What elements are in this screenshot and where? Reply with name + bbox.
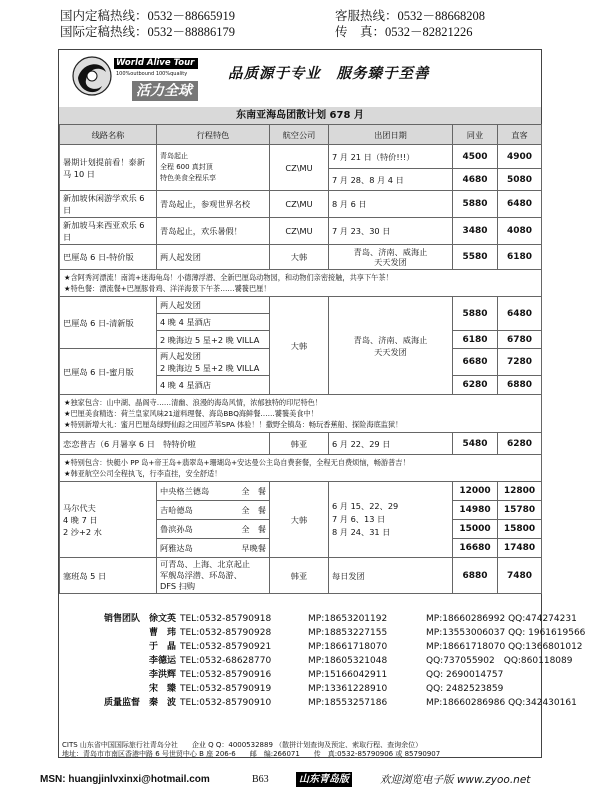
- contact-tel: TEL:0532-85790928: [180, 628, 272, 638]
- trade-price: 5880: [453, 297, 498, 331]
- contact-name: 于 晶: [148, 642, 176, 652]
- trade-price: 16680: [453, 539, 498, 558]
- route-feature: 可青岛、上海、北京起止 军舰岛浮潜、环岛游、 DFS 扫购: [157, 558, 270, 594]
- route-feature: 2 晚海边 5 星+2 晚 VILLA: [157, 331, 270, 349]
- contact-name: 质量监督 秦 波: [103, 698, 176, 708]
- page-number: B63: [252, 774, 269, 785]
- table-row: [60, 455, 542, 482]
- trade-price: 12000: [453, 482, 498, 501]
- feature-note: ★含阿秀河漂流！南湾+迷海龟岛！小德薄浮潜、全新巴厘岛动物园，和动物们亲密接触，共享下午茶！ ★特色餐：漂流餐+巴厘豚骨鸡、洋洋海景下午茶……饕餮巴厘！: [60, 270, 542, 297]
- table-row: [60, 270, 542, 297]
- contact-extra: QQ:737055902 QQ:860118089: [426, 656, 573, 666]
- route-name: 恋恋普吉（6 月暑享 6 日 特特价啦: [60, 433, 270, 455]
- route-name: 新加坡马来西亚欢乐 6 日: [60, 218, 157, 245]
- table-row: [60, 245, 542, 270]
- header-feature: 行程特色: [157, 125, 270, 145]
- hotel-meal: [157, 501, 270, 520]
- retail-price: 7480: [498, 558, 542, 594]
- retail-price: 6280: [498, 433, 542, 455]
- contact-name: 宋 臻: [148, 684, 176, 694]
- trade-price: 6680: [453, 349, 498, 376]
- route-feature: 两人起发团 2 晚海边 5 星+2 晚 VILLA: [157, 349, 270, 376]
- header-retail-price: 直客: [498, 125, 542, 145]
- route-name: 暑期计划提前看！泰新马 10 日: [60, 145, 157, 191]
- depart-date: 6 月 15、22、29 7 月 6、13 日 8 月 24、31 日: [329, 482, 453, 558]
- airline: 大韩: [270, 297, 329, 395]
- feature-note: ★特别包含：快艇小 PP 岛+帝王岛+翡翠岛+珊瑚岛+安达曼公主岛自费套餐，全程无自费烦恼，畅游普吉！ ★韩亚航空公司全程执飞，行李直挂，安全舒适！: [60, 455, 542, 482]
- logo-subtext: 100%outbound 100%quality: [116, 71, 188, 77]
- contact-extra: QQ: 2482523859: [426, 684, 504, 694]
- table-row: [60, 433, 542, 455]
- airline: 韩亚: [270, 433, 329, 455]
- retail-price: 17480: [498, 539, 542, 558]
- retail-price: 4080: [498, 218, 542, 245]
- contact-tel: TEL:0532-85790910: [180, 698, 272, 708]
- airline: CZ\MU: [270, 145, 329, 191]
- trade-price: 6880: [453, 558, 498, 594]
- contact-mobile: MP:13361228910: [308, 684, 388, 694]
- agency-address: 地址：青岛市市南区香港中路 6 号世贸中心 B 座 206-6 邮 编:266071 传 真:0532-85790906 或 85790907: [62, 750, 441, 758]
- route-name: 新加坡休闲游学欢乐 6 日: [60, 191, 157, 218]
- table-row: [60, 297, 542, 314]
- contact-row: [70, 612, 585, 626]
- retail-price: 6880: [498, 376, 542, 395]
- bottom-bar: [40, 772, 560, 788]
- service-hotline: 客服热线：0532－88668208: [335, 9, 486, 23]
- airline: CZ\MU: [270, 191, 329, 218]
- trade-price: 15000: [453, 520, 498, 539]
- retail-price: 6180: [498, 245, 542, 270]
- section-banner: 东南亚海岛团散计划 678 月: [59, 107, 541, 124]
- contact-tel: TEL:0532-85790916: [180, 670, 272, 680]
- header-trade-price: 同业: [453, 125, 498, 145]
- meal-plan: 全 餐: [241, 524, 266, 534]
- retail-price: 12800: [498, 482, 542, 501]
- hotel-meal: [157, 520, 270, 539]
- depart-date: 7 月 21 日（特价!!!）: [329, 145, 453, 169]
- contact-mobile: MP:18605321048: [308, 656, 388, 666]
- route-name: 巴厘岛 6 日-清新版: [60, 297, 157, 349]
- depart-date: 青岛、济南、威海止 天天发团: [329, 297, 453, 395]
- agency-line: CITS 山东省中国国际旅行社青岛分社 企业 Q Q：4000532889 （散拼计划查询及预定、索取行程、查询余位）: [62, 741, 423, 749]
- route-name: 巴厘岛 6 日-特价版: [60, 245, 157, 270]
- contact-name: 销售团队 徐文英: [103, 614, 176, 624]
- contact-row: [70, 696, 585, 710]
- logo-english-text: World Alive Tour: [116, 58, 195, 68]
- contact-tel: TEL:0532-85790921: [180, 642, 272, 652]
- depart-date: 青岛、济南、威海止 天天发团: [329, 245, 453, 270]
- route-name: 塞班岛 5 日: [60, 558, 157, 594]
- trade-price: 5880: [453, 191, 498, 218]
- trade-price: 6280: [453, 376, 498, 395]
- hotel-name: 阿雅达岛: [160, 543, 193, 553]
- retail-price: 6480: [498, 191, 542, 218]
- trade-price: 6180: [453, 331, 498, 349]
- trade-price: 5480: [453, 433, 498, 455]
- contact-mobile: MP:15166042911: [308, 670, 388, 680]
- header-route: 线路名称: [60, 125, 157, 145]
- retail-price: 6780: [498, 331, 542, 349]
- trade-price: 14980: [453, 501, 498, 520]
- route-name: 巴厘岛 6 日-蜜月版: [60, 349, 157, 395]
- trade-price: 3480: [453, 218, 498, 245]
- route-feature: 4 晚 4 星酒店: [157, 376, 270, 395]
- contact-extra: MP:18661718070 QQ:1366801012: [426, 642, 583, 652]
- contact-tel: TEL:0532-85790918: [180, 614, 272, 624]
- retail-price: 4900: [498, 145, 542, 169]
- table-header: [60, 125, 542, 145]
- route-feature: 青岛起止，欢乐暑假！: [157, 218, 270, 245]
- route-feature: 两人起发团: [157, 245, 270, 270]
- contact-row: [70, 654, 585, 668]
- slogan: 品质源于专业 服务臻于至善: [228, 66, 430, 82]
- airline: 大韩: [270, 245, 329, 270]
- meal-plan: 早晚餐: [241, 543, 266, 553]
- contact-extra: QQ: 2690014757: [426, 670, 504, 680]
- airline: 韩亚: [270, 558, 329, 594]
- route-feature: 4 晚 4 星酒店: [157, 314, 270, 331]
- header-date: 出团日期: [329, 125, 453, 145]
- trade-price: 5580: [453, 245, 498, 270]
- trade-price: 4680: [453, 169, 498, 191]
- domestic-hotline: 国内定稿热线：0532－88665919: [60, 9, 236, 23]
- table-row: [60, 191, 542, 218]
- hotel-meal: [157, 482, 270, 501]
- meal-plan: 全 餐: [241, 486, 266, 496]
- contact-extra: MP:13553006037 QQ: 1961619566: [426, 628, 586, 638]
- edition-badge: 山东青岛版: [296, 772, 352, 787]
- meal-plan: 全 餐: [241, 505, 266, 515]
- contact-tel: TEL:0532-68628770: [180, 656, 272, 666]
- retail-price: 6480: [498, 297, 542, 331]
- contact-mobile: MP:18553257186: [308, 698, 388, 708]
- depart-date: 8 月 6 日: [329, 191, 453, 218]
- contact-name: 曹 玮: [148, 628, 176, 638]
- depart-date: 7 月 28、8 月 4 日: [329, 169, 453, 191]
- route-feature: 青岛起止，参观世界名校: [157, 191, 270, 218]
- logo-chinese-text: 活力全球: [136, 83, 192, 99]
- contact-tel: TEL:0532-85790919: [180, 684, 272, 694]
- website-link[interactable]: 欢迎浏览电子版 www.zyoo.net: [380, 774, 531, 786]
- contact-extra: MP:18660286986 QQ:342430161: [426, 698, 577, 708]
- fax-line: 传 真：0532－82821226: [335, 25, 473, 39]
- table-row: [60, 218, 542, 245]
- route-name: 马尔代夫 4 晚 7 日 2 沙+2 水: [60, 482, 157, 558]
- sales-contacts: [70, 612, 585, 710]
- contact-mobile: MP:18653201192: [308, 614, 388, 624]
- retail-price: 5080: [498, 169, 542, 191]
- contact-mobile: MP:18853227155: [308, 628, 388, 638]
- contact-row: [70, 640, 585, 654]
- msn-contact[interactable]: MSN: huangjinlvxinxi@hotmail.com: [40, 774, 210, 785]
- contact-row: [70, 682, 585, 696]
- table-row: [60, 558, 542, 594]
- retail-price: 15800: [498, 520, 542, 539]
- depart-date: 6 月 22、29 日: [329, 433, 453, 455]
- tour-table: [59, 124, 542, 594]
- route-feature: 青岛起止 全程 600 真封顶 特色美食全程乐享: [157, 145, 270, 191]
- header-airline: 航空公司: [270, 125, 329, 145]
- route-feature: 两人起发团: [157, 297, 270, 314]
- hotel-name: 鲁滨孙岛: [160, 524, 193, 534]
- depart-date: 每日发团: [329, 558, 453, 594]
- contact-row: [70, 626, 585, 640]
- feature-note: ★独家包含：山中湖、晶阁寺……清幽、浪漫的海岛风情，浓郁独特的印尼特色！ ★巴厘美食精选：荷兰皇家风味21道料理餐、海岛BBQ海鲜餐……饕餮美食中！ ★特别新增大礼：蜜月巴厘岛绿野仙踪之田园芦苇SPA 体验！！撒野全镇岛：畅玩香蕉船、探险海底监狱！: [60, 395, 542, 433]
- agency-info: [62, 741, 440, 759]
- trade-price: 4500: [453, 145, 498, 169]
- table-row: [60, 395, 542, 433]
- depart-date: 7 月 23、30 日: [329, 218, 453, 245]
- contact-row: [70, 668, 585, 682]
- retail-price: 7280: [498, 349, 542, 376]
- table-row: [60, 482, 542, 501]
- retail-price: 15780: [498, 501, 542, 520]
- hotel-name: 中央格兰德岛: [160, 486, 210, 496]
- hotel-name: 吉哈德岛: [160, 505, 193, 515]
- intl-hotline: 国际定稿热线：0532－88886179: [60, 25, 236, 39]
- logo: [70, 54, 202, 106]
- hotel-meal: [157, 539, 270, 558]
- table-row: [60, 145, 542, 169]
- contact-mobile: MP:18661718070: [308, 642, 388, 652]
- airline: 大韩: [270, 482, 329, 558]
- contact-extra: MP:18660286992 QQ:474274231: [426, 614, 577, 624]
- contact-name: 李德运: [148, 656, 176, 666]
- airline: CZ\MU: [270, 218, 329, 245]
- contact-name: 李洪辉: [148, 670, 176, 680]
